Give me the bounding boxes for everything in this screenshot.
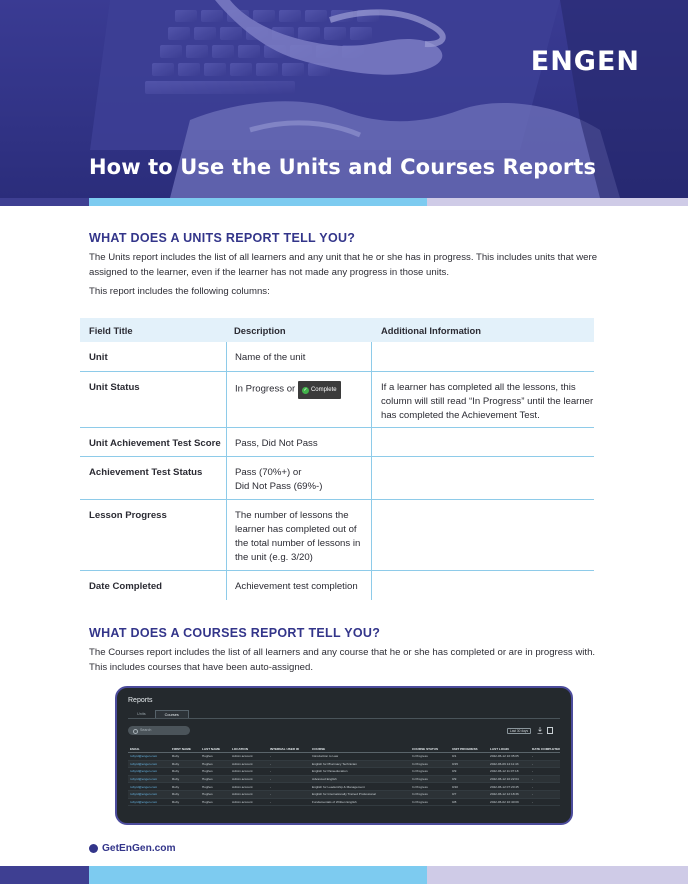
column-header[interactable]: FIRST NAME — [172, 746, 191, 751]
grid-cell: Admin account — [232, 769, 253, 774]
grid-cell: 0/10 — [452, 784, 459, 789]
description-cell: Achievement test completion — [226, 571, 372, 600]
table-row — [80, 457, 594, 500]
courses-report-grid — [128, 745, 560, 806]
grid-cell: 2022-06-12 10:22:04 — [490, 777, 519, 782]
email-link[interactable]: rubyrd@engen.com — [130, 784, 158, 789]
grid-cell: English for Internationally Trained Professional — [312, 792, 376, 797]
grid-cell: 2022-06-02 10:40:09 — [490, 799, 519, 804]
grid-cell: 0/7 — [452, 792, 457, 797]
engen-logo: ENGEN — [530, 46, 640, 77]
description-cell: The number of lessons the learner has completed out of the total number of lessons in the unit (e.g. 3/20) — [226, 500, 372, 570]
header-field-title: Field Title — [89, 324, 133, 336]
grid-cell: In Progress — [412, 754, 428, 759]
header-description: Description — [234, 324, 286, 336]
table-row — [128, 761, 560, 769]
columns-icon[interactable] — [547, 727, 553, 734]
courses-report-screenshot — [115, 686, 573, 825]
grid-cell: In Progress — [412, 799, 428, 804]
table-row — [80, 342, 594, 372]
grid-cell: Ruby — [172, 784, 180, 789]
bullet-icon — [89, 844, 98, 853]
table-row — [128, 753, 560, 761]
grid-cell: English for Pharmacy Technician — [312, 761, 357, 766]
header-additional-info: Additional Information — [381, 324, 481, 336]
table-row — [80, 500, 594, 571]
info-cell — [372, 457, 594, 499]
grid-cell: 2022-06-12 10:35:05 — [490, 754, 519, 759]
grid-cell: - — [270, 769, 272, 774]
date-filter-select[interactable]: Last 30 days — [507, 728, 531, 734]
info-cell — [372, 500, 594, 570]
description-cell — [226, 372, 372, 427]
grid-cell: Ruby — [172, 799, 180, 804]
grid-cell: 2022-06-09 14:11:43 — [490, 761, 519, 766]
table-row — [128, 776, 560, 784]
field-title-cell: Unit Achievement Test Score — [89, 438, 221, 449]
grid-cell: 0/9 — [452, 777, 457, 782]
grid-cell: Admin account — [232, 792, 253, 797]
checkmark-icon: ✓ — [303, 386, 308, 393]
grid-cell: In Progress — [412, 792, 428, 797]
columns-intro-paragraph: This report includes the following columns: — [89, 286, 270, 297]
bottom-color-stripe — [0, 866, 688, 884]
units-columns-table — [80, 318, 594, 600]
grid-cell: 0/8 — [452, 799, 457, 804]
grid-cell: 0/1 — [452, 754, 457, 759]
table-header-row — [80, 318, 594, 342]
grid-cell: Ruby — [172, 792, 180, 797]
field-title-cell: Lesson Progress — [89, 510, 167, 521]
table-row — [128, 768, 560, 776]
grid-cell: 2022-06-12 12:18:36 — [490, 792, 519, 797]
description-cell: Name of the unit — [226, 342, 372, 371]
tab-courses[interactable]: Courses — [155, 710, 189, 719]
column-header[interactable]: INTERNAL USER ID — [270, 746, 299, 751]
info-cell — [372, 571, 594, 600]
column-header[interactable]: UNIT PROGRESS — [452, 746, 478, 751]
grid-cell: Hughes — [202, 754, 213, 759]
info-cell: If a learner has completed all the lessons, this column will still read “In Progress” until the learner has completed the Achievement Test. — [381, 382, 594, 421]
grid-cell: Ruby — [172, 761, 180, 766]
units-intro-paragraph: The Units report includes the list of all learners and any unit that he or she has in progress. This includes units that were assigned to the learner, even if the learner has not made any progress in those units. — [89, 252, 598, 278]
grid-cell: Admin account — [232, 754, 253, 759]
grid-cell: Ruby — [172, 754, 180, 759]
grid-cell: - — [270, 761, 272, 766]
grid-cell: - — [270, 754, 272, 759]
complete-status-badge: ✓ Complete — [298, 381, 341, 399]
email-link[interactable]: rubyrd@engen.com — [130, 799, 158, 804]
table-row — [128, 783, 560, 791]
grid-cell: 2022-06-12 07:20:45 — [490, 784, 519, 789]
grid-cell: - — [532, 784, 534, 789]
grid-cell: Admin account — [232, 784, 253, 789]
top-color-stripe — [0, 198, 688, 206]
table-row — [128, 791, 560, 799]
tab-units[interactable]: Units — [137, 712, 146, 716]
grid-cell: In Progress — [412, 777, 428, 782]
grid-cell: English for Leadership & Management — [312, 784, 365, 789]
column-header[interactable]: LAST NAME — [202, 746, 221, 751]
grid-cell: Ruby — [172, 769, 180, 774]
grid-cell: - — [270, 799, 272, 804]
courses-intro-paragraph: The Courses report includes the list of all learners and any course that he or she has completed or are in progress with. This includes courses that have been auto-assigned. — [89, 647, 596, 673]
column-header[interactable]: DATE COMPLETED — [532, 746, 560, 751]
table-row — [80, 571, 594, 600]
download-icon[interactable] — [537, 727, 543, 734]
description-cell: Pass (70%+) or Did Not Pass (69%-) — [226, 457, 372, 499]
field-title-cell: Unit — [89, 352, 108, 363]
column-header[interactable]: LAST LOGIN — [490, 746, 509, 751]
grid-cell: - — [532, 761, 534, 766]
grid-header-row — [128, 745, 560, 753]
table-row — [80, 372, 594, 428]
grid-cell: - — [270, 777, 272, 782]
column-header[interactable]: EMAIL — [130, 746, 140, 751]
grid-cell: 0/9 — [452, 769, 457, 774]
grid-cell: English for Paraeducation — [312, 769, 348, 774]
grid-cell: - — [270, 792, 272, 797]
email-link[interactable]: rubyrd@engen.com — [130, 777, 158, 782]
table-row — [80, 428, 594, 457]
reports-title: Reports — [128, 697, 153, 704]
grid-cell: Introduction to Law — [312, 754, 339, 759]
search-input[interactable]: Search — [128, 726, 190, 735]
email-link[interactable]: rubyrd@engen.com — [130, 761, 158, 766]
grid-cell: Hughes — [202, 784, 213, 789]
grid-cell: In Progress — [412, 769, 428, 774]
grid-cell: Hughes — [202, 799, 213, 804]
grid-cell: - — [532, 799, 534, 804]
field-title-cell: Unit Status — [89, 382, 140, 393]
column-header[interactable]: LOCATION — [232, 746, 248, 751]
grid-cell: Hughes — [202, 777, 213, 782]
grid-cell: - — [532, 754, 534, 759]
column-header[interactable]: COURSE — [312, 746, 326, 751]
description-cell: Pass, Did Not Pass — [226, 428, 372, 456]
website-url: GetEnGen.com — [102, 843, 176, 854]
column-header[interactable]: COURSE STATUS — [412, 746, 439, 751]
grid-cell: Fundamentals of Written English — [312, 799, 357, 804]
email-link[interactable]: rubyrd@engen.com — [130, 754, 158, 759]
email-link[interactable]: rubyrd@engen.com — [130, 792, 158, 797]
field-title-cell: Date Completed — [89, 581, 163, 592]
hero-banner — [0, 0, 688, 198]
grid-cell: - — [532, 777, 534, 782]
grid-cell: Advanced English — [312, 777, 337, 782]
courses-section-heading: WHAT DOES A COURSES REPORT TELL YOU? — [89, 626, 381, 640]
field-title-cell: Achievement Test Status — [89, 467, 203, 478]
grid-cell: - — [532, 769, 534, 774]
grid-cell: In Progress — [412, 784, 428, 789]
table-row — [128, 799, 560, 807]
grid-cell: - — [532, 792, 534, 797]
grid-cell: In Progress — [412, 761, 428, 766]
grid-cell: 2022-06-12 11:07:18 — [490, 769, 519, 774]
grid-cell: Ruby — [172, 777, 180, 782]
units-section-heading: WHAT DOES A UNITS REPORT TELL YOU? — [89, 231, 356, 245]
grid-cell: Admin account — [232, 799, 253, 804]
email-link[interactable]: rubyrd@engen.com — [130, 769, 158, 774]
page-title: How to Use the Units and Courses Reports — [89, 155, 597, 179]
grid-cell: Hughes — [202, 761, 213, 766]
info-cell — [372, 342, 594, 371]
grid-cell: Admin account — [232, 761, 253, 766]
description-text: In Progress or — [235, 383, 296, 395]
website-link[interactable] — [89, 843, 176, 854]
info-cell — [372, 428, 594, 456]
grid-cell: Admin account — [232, 777, 253, 782]
grid-cell: Hughes — [202, 769, 213, 774]
grid-cell: - — [270, 784, 272, 789]
grid-cell: 0/15 — [452, 761, 459, 766]
grid-cell: Hughes — [202, 792, 213, 797]
